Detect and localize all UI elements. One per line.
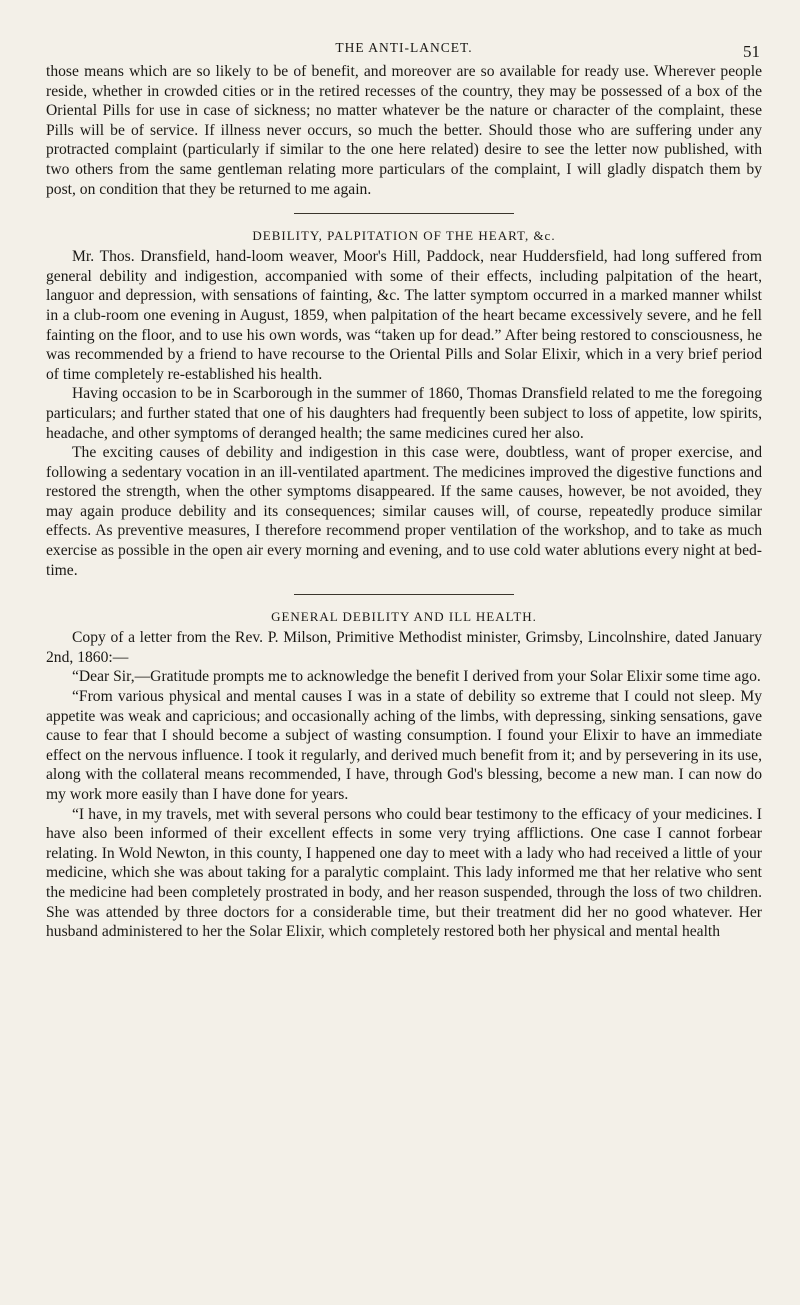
page-number: 51 (743, 42, 760, 61)
running-head-title: THE ANTI-LANCET. (335, 40, 473, 55)
scarborough-paragraph: Having occasion to be in Scarborough in the summer of 1860, Thomas Dransfield related to me the foregoing particulars; and further stated that one of his daughters had frequently been subject to loss of appetite, low spirits, headache, and other symptoms of deranged health; the same medicines cured her also. (46, 385, 762, 442)
causes-paragraph: The exciting causes of debility and indigestion in this case were, doubtless, want of proper exercise, and following a sedentary vocation in an ill-ventilated apartment. The medicines improved the digestive functions and restored the strength, when the other symptoms disappeared. If the same causes, however, be not avoided, they may again produce debility and its consequences; similar causes will, of course, repeatedly produce similar effects. As preventive measures, I therefore recommend proper ventilation of the workshop, and to take as much exercise as possible in the open air every morning and evening, and to use cold water ablutions every night at bed-time. (46, 444, 762, 579)
section-title-debility: DEBILITY, PALPITATION OF THE HEART, &c. (252, 228, 556, 244)
running-head (46, 40, 762, 62)
letter-paragraph: “From various physical and mental causes I was in a state of debility so extreme that I could not sleep. My appetite was weak and capricious; and occasionally aching of the limbs, with depressing, sinking sensations, gave cause to fear that I should become a subject of wasting consumption. I found your Elixir to have an immediate effect on the nervous influence. I took it regularly, and derived much benefit from it; and by persevering in its use, along with the collateral means recommended, I have, through God's blessing, become a new man. I can now do my work more easily than I have done for years. (46, 688, 762, 803)
dransfield-paragraph: Mr. Thos. Dransfield, hand-loom weaver, Moor's Hill, Paddock, near Huddersfield, had long suffered from general debility and indigestion, accompanied with some of their effects, including palpitation of the heart, languor and depression, with sensations of fainting, &c. The latter symptom occurred in a marked manner whilst in a club-room one evening in August, 1859, when palpitation of the heart became excessively severe, and he fell fainting on the floor, and to use his own words, was “taken up for dead.” After being restored to consciousness, he was recommended by a friend to have recourse to the Oriental Pills and Solar Elixir, which in a very brief period of time completely re-established his health. (46, 248, 762, 383)
section-divider (294, 213, 514, 214)
letter-intro: Copy of a letter from the Rev. P. Milson, Primitive Methodist minister, Grimsby, Lincolnshire, dated January 2nd, 1860:— (46, 629, 762, 666)
intro-paragraph: those means which are so likely to be of benefit, and moreover are so available for ready use. Wherever people reside, whether in crowded cities or in the retired recesses of the country, they may be possessed of a box of the Oriental Pills for use in case of sickness; no matter whatever be the nature or character of the complaint, these Pills will be of service. If illness never occurs, so much the better. Should those who are suffering under any protracted complaint (particularly if similar to the one here related) desire to see the letter now published, with two others from the same gentleman relating more particulars of the complaint, I will gladly dispatch them by post, on condition that they be returned to me again. (46, 63, 762, 198)
letter-paragraph-travels: “I have, in my travels, met with several persons who could bear testimony to the efficacy of your medicines. I have also been informed of their excellent effects in some very trying afflictions. One case I cannot forbear relating. In Wold Newton, in this county, I happened one day to meet with a lady who had received a little of your medicine, which she was about taking for a paralytic complaint. This lady informed me that her relative who sent the medicine had been completely prostrated in body, and her reason suspended, through the loss of two children. She was attended by three doctors for a considerable time, but their treatment did her no good whatever. Her husband administered to her the Solar Elixir, which completely restored both her physical and mental health (46, 805, 762, 941)
letter-salutation: “Dear Sir,—Gratitude prompts me to acknowledge the benefit I derived from your Solar Elixir some time ago. (72, 668, 761, 686)
section-divider (294, 594, 514, 595)
section-title-general-debility: GENERAL DEBILITY AND ILL HEALTH. (271, 609, 537, 625)
